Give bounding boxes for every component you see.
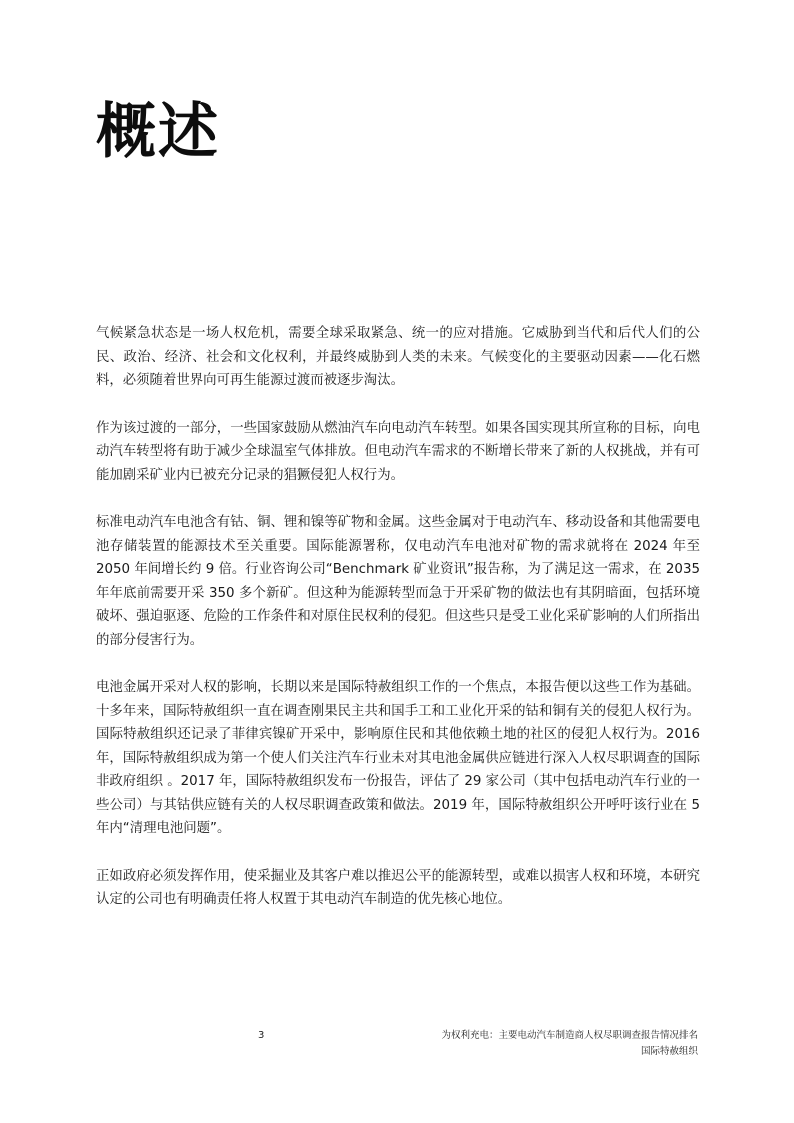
paragraph: 正如政府必须发挥作用，使采掘业及其客户难以推迟公平的能源转型，或难以损害人权和环境，本研究认定的公司也有明确责任将人权置于其电动汽车制造的优先核心地位。 (96, 868, 700, 907)
page-number: 3 (258, 1030, 265, 1041)
paragraph: 标准电动汽车电池含有钴、铜、锂和镍等矿物和金属。这些金属对于电动汽车、移动设备和其他需要电池存储装置的能源技术至关重要。国际能源署称，仅电动汽车电池对矿物的需求就将在 2024 年至 2050 年间增长约 9 倍。行业咨询公司“Benchmark 矿业资讯”报告称，为了满足这一需求，在 2035 年年底前需要开采 350 多个新矿。但这种为能源转型而急于开采矿物的做法也有其阴暗面，包括环境破坏、强迫驱逐、危险的工作条件和对原住民权利的侵犯。但这些只是受工业化采矿影响的人们所指出的部分侵害行为。 (96, 515, 700, 648)
organization-name: 国际特赦组织 (640, 1046, 698, 1057)
page-title: 概述 (96, 97, 220, 167)
paragraph: 电池金属开采对人权的影响，长期以来是国际特赦组织工作的一个焦点，本报告便以这些工作为基础。十多年来，国际特赦组织一直在调查刚果民主共和国手工和工业化开采的钴和铜有关的侵犯人权行为。国际特赦组织还记录了菲律宾镍矿开采中，影响原住民和其他依赖土地的社区的侵犯人权行为。2016 年，国际特赦组织成为第一个使人们关注汽车行业未对其电池金属供应链进行深入人权尽职调查的国际非政府组织 。2017 年，国际特赦组织发布一份报告，评估了 29 家公司（其中包括电动汽车行业的一些公司）与其钴供应链有关的人权尽职调查政策和做法。2019 年，国际特赦组织公开呼吁该行业在 5 年内“清理电池问题”。 (96, 680, 700, 836)
paragraph: 作为该过渡的一部分，一些国家鼓励从燃油汽车向电动汽车转型。如果各国实现其所宣称的目标，向电动汽车转型将有助于减少全球温室气体排放。但电动汽车需求的不断增长带来了新的人权挑战，并有可能加剧采矿业内已被充分记录的猖獗侵犯人权行为。 (96, 420, 700, 483)
body-text (96, 322, 700, 936)
paragraph: 气候紧急状态是一场人权危机，需要全球采取紧急、统一的应对措施。它威胁到当代和后代人们的公民、政治、经济、社会和文化权利，并最终威胁到人类的未来。气候变化的主要驱动因素——化石燃料，必须随着世界向可再生能源过渡而被逐步淘汰。 (96, 326, 700, 388)
footer-info (441, 1028, 698, 1060)
report-title: 为权利充电：主要电动汽车制造商人权尽职调查报告情况排名 (441, 1030, 698, 1041)
